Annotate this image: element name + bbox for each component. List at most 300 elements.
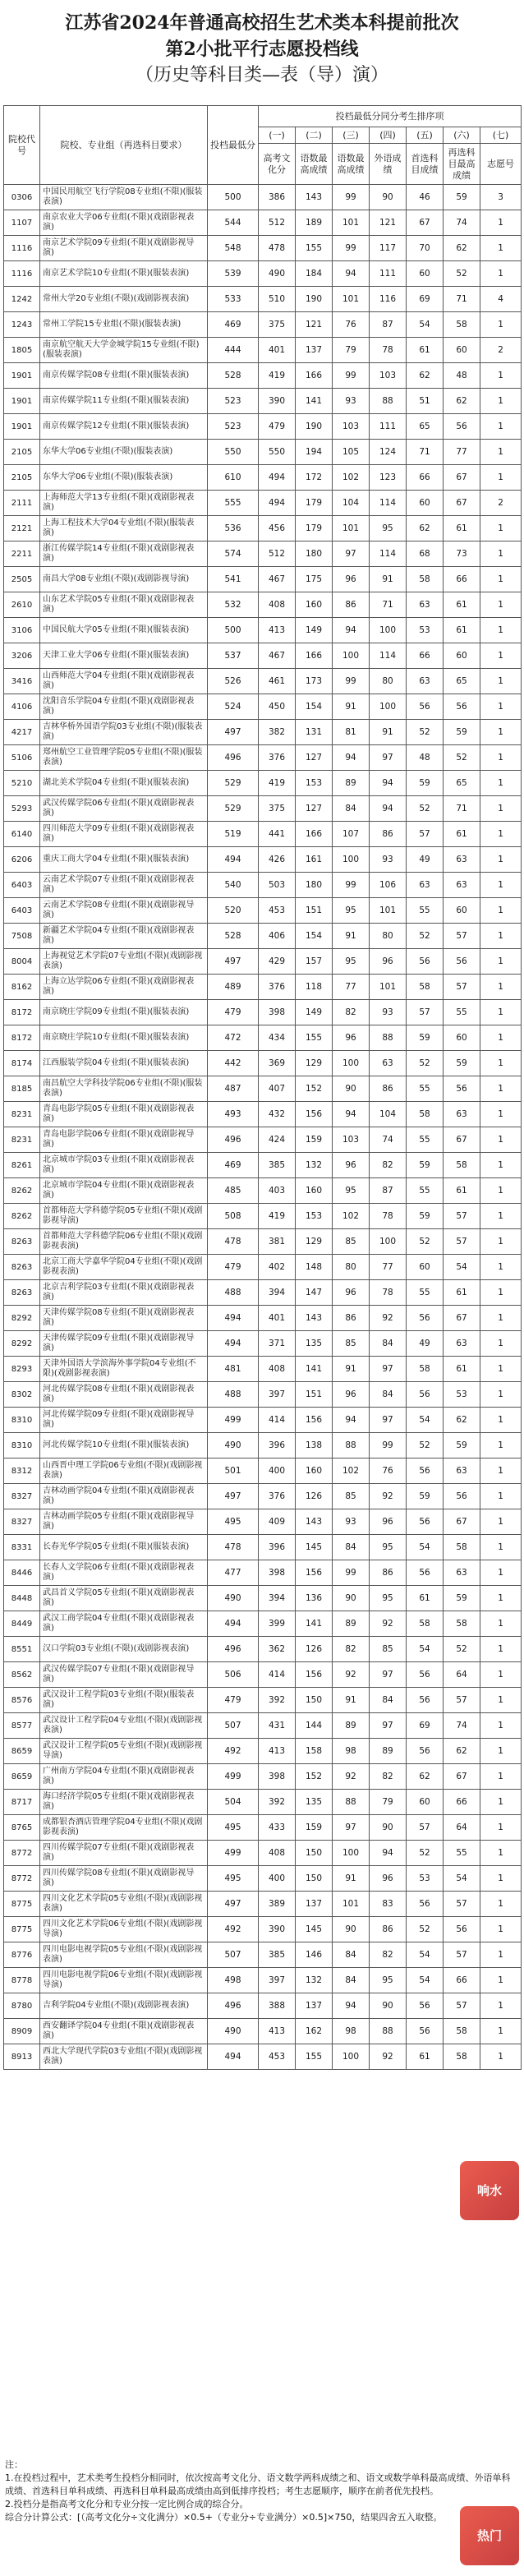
cell-cn-math-sum: 129 — [296, 1229, 333, 1255]
cell-wish-number: 1 — [480, 1306, 522, 1331]
cell-second-subject: 58 — [444, 1153, 480, 1178]
cell-second-subject: 65 — [444, 771, 480, 796]
cell-second-subject: 74 — [444, 210, 480, 236]
cell-cn-math-max: 79 — [333, 338, 370, 363]
cell-cn-math-max: 94 — [333, 261, 370, 287]
cell-foreign-lang: 74 — [370, 1127, 407, 1153]
header-major: 院校、专业组（再选科目要求） — [40, 106, 208, 185]
cell-first-subject: 58 — [407, 975, 444, 1000]
cell-foreign-lang: 94 — [370, 771, 407, 796]
cell-min-score: 496 — [208, 1127, 259, 1153]
cell-cn-math-max: 102 — [333, 1204, 370, 1229]
cell-cn-math-sum: 145 — [296, 1917, 333, 1942]
cell-second-subject: 63 — [444, 873, 480, 898]
cell-culture-score: 399 — [259, 1611, 296, 1637]
cell-second-subject: 56 — [444, 694, 480, 720]
cell-foreign-lang: 94 — [370, 1841, 407, 1866]
cell-first-subject: 52 — [407, 796, 444, 822]
cell-first-subject: 68 — [407, 541, 444, 567]
cell-first-subject: 59 — [407, 1204, 444, 1229]
cell-school-code: 7508 — [4, 924, 40, 949]
cell-wish-number: 1 — [480, 567, 522, 592]
cell-min-score: 469 — [208, 312, 259, 338]
cell-culture-score: 362 — [259, 1637, 296, 1662]
cell-school-major: 南京艺术学院09专业组(不限)(戏剧影视导演) — [40, 236, 208, 261]
cell-school-major: 天津传媒学院08专业组(不限)(戏剧影视表演) — [40, 1306, 208, 1331]
cell-wish-number: 1 — [480, 949, 522, 975]
cell-wish-number: 1 — [480, 1713, 522, 1739]
cell-school-code: 8659 — [4, 1764, 40, 1790]
table-row — [4, 720, 522, 745]
cell-school-major: 吉林动画学院05专业组(不限)(戏剧影视导演) — [40, 1509, 208, 1535]
table-row — [4, 1000, 522, 1025]
table-row — [4, 1306, 522, 1331]
cell-wish-number: 1 — [480, 975, 522, 1000]
cell-culture-score: 403 — [259, 1178, 296, 1204]
cell-cn-math-sum: 150 — [296, 1866, 333, 1892]
cell-cn-math-sum: 149 — [296, 1000, 333, 1025]
page-title: 江苏省2024年普通高校招生艺术类本科提前批次 — [65, 12, 459, 34]
cell-school-code: 1107 — [4, 210, 40, 236]
cell-min-score: 498 — [208, 1968, 259, 1993]
cell-second-subject: 57 — [444, 1204, 480, 1229]
cell-cn-math-sum: 172 — [296, 465, 333, 491]
cell-culture-score: 419 — [259, 771, 296, 796]
cell-first-subject: 54 — [407, 1968, 444, 1993]
cell-school-code: 8262 — [4, 1178, 40, 1204]
cell-min-score: 528 — [208, 363, 259, 389]
cell-cn-math-sum: 156 — [296, 1662, 333, 1688]
cell-second-subject: 58 — [444, 2019, 480, 2044]
cell-wish-number: 1 — [480, 1000, 522, 1025]
table-row — [4, 745, 522, 771]
table-row — [4, 2044, 522, 2070]
cell-first-subject: 69 — [407, 1713, 444, 1739]
header-sub-label: 外语成绩 — [370, 144, 407, 185]
cell-second-subject: 56 — [444, 1484, 480, 1509]
cell-cn-math-sum: 144 — [296, 1713, 333, 1739]
cell-wish-number: 1 — [480, 1153, 522, 1178]
cell-school-major: 云南艺术学院08专业组(不限)(戏剧影视导演) — [40, 898, 208, 924]
cell-wish-number: 1 — [480, 465, 522, 491]
cell-school-code: 8262 — [4, 1204, 40, 1229]
cell-cn-math-sum: 127 — [296, 745, 333, 771]
cell-min-score: 489 — [208, 975, 259, 1000]
cell-wish-number: 1 — [480, 236, 522, 261]
cell-first-subject: 59 — [407, 1025, 444, 1051]
cell-first-subject: 48 — [407, 745, 444, 771]
cell-second-subject: 67 — [444, 491, 480, 516]
cell-cn-math-max: 92 — [333, 1764, 370, 1790]
header-code: 院校代号 — [4, 106, 40, 185]
table-row — [4, 414, 522, 440]
cell-wish-number: 1 — [480, 2019, 522, 2044]
cell-foreign-lang: 93 — [370, 847, 407, 873]
cell-cn-math-sum: 145 — [296, 1535, 333, 1560]
cell-school-major: 南昌航空大学科技学院06专业组(不限)(服装表演) — [40, 1076, 208, 1102]
cell-cn-math-max: 97 — [333, 1815, 370, 1841]
cell-first-subject: 55 — [407, 1178, 444, 1204]
cell-wish-number: 1 — [480, 771, 522, 796]
cell-school-code: 5106 — [4, 745, 40, 771]
cell-first-subject: 61 — [407, 1586, 444, 1611]
cell-foreign-lang: 84 — [370, 1331, 407, 1357]
cell-culture-score: 390 — [259, 389, 296, 414]
cell-cn-math-sum: 160 — [296, 592, 333, 618]
cell-culture-score: 401 — [259, 1306, 296, 1331]
cell-wish-number: 1 — [480, 1535, 522, 1560]
cell-culture-score: 408 — [259, 1357, 296, 1382]
cell-second-subject: 59 — [444, 185, 480, 210]
cell-cn-math-max: 104 — [333, 491, 370, 516]
cell-first-subject: 52 — [407, 1229, 444, 1255]
cell-min-score: 442 — [208, 1051, 259, 1076]
cell-min-score: 472 — [208, 1025, 259, 1051]
cell-second-subject: 59 — [444, 1586, 480, 1611]
cell-cn-math-sum: 189 — [296, 210, 333, 236]
table-row — [4, 1280, 522, 1306]
cell-school-code: 8576 — [4, 1688, 40, 1713]
cell-culture-score: 375 — [259, 312, 296, 338]
cell-foreign-lang: 100 — [370, 618, 407, 643]
cell-min-score: 526 — [208, 669, 259, 694]
cell-first-subject: 52 — [407, 1051, 444, 1076]
cell-wish-number: 1 — [480, 1637, 522, 1662]
cell-school-major: 浙江传媒学院14专业组(不限)(戏剧影视表演) — [40, 541, 208, 567]
cell-foreign-lang: 96 — [370, 1509, 407, 1535]
cell-min-score: 529 — [208, 771, 259, 796]
cell-cn-math-max: 103 — [333, 1127, 370, 1153]
cell-cn-math-sum: 141 — [296, 1357, 333, 1382]
cell-school-major: 天津工业大学06专业组(不限)(服装表演) — [40, 643, 208, 669]
cell-school-major: 成都银杏酒店管理学院04专业组(不限)(戏剧影视表演) — [40, 1815, 208, 1841]
cell-foreign-lang: 82 — [370, 1764, 407, 1790]
cell-school-code: 8577 — [4, 1713, 40, 1739]
cell-school-major: 吉林动画学院04专业组(不限)(戏剧影视表演) — [40, 1484, 208, 1509]
cell-wish-number: 1 — [480, 261, 522, 287]
cell-min-score: 495 — [208, 1815, 259, 1841]
cell-school-major: 上海师范大学13专业组(不限)(戏剧影视表演) — [40, 491, 208, 516]
cell-school-code: 8772 — [4, 1841, 40, 1866]
cell-school-major: 河北传媒学院10专业组(不限)(服装表演) — [40, 1433, 208, 1459]
cell-second-subject: 66 — [444, 567, 480, 592]
cell-foreign-lang: 86 — [370, 1917, 407, 1942]
table-row — [4, 1357, 522, 1382]
cell-min-score: 494 — [208, 1611, 259, 1637]
cell-foreign-lang: 82 — [370, 1153, 407, 1178]
cell-cn-math-max: 89 — [333, 1713, 370, 1739]
cell-cn-math-max: 85 — [333, 1484, 370, 1509]
cell-school-code: 2211 — [4, 541, 40, 567]
cell-foreign-lang: 78 — [370, 1280, 407, 1306]
cell-school-major: 沈阳音乐学院04专业组(不限)(戏剧影视表演) — [40, 694, 208, 720]
cell-cn-math-sum: 150 — [296, 1688, 333, 1713]
cell-wish-number: 1 — [480, 312, 522, 338]
cell-second-subject: 64 — [444, 1662, 480, 1688]
cell-cn-math-sum: 136 — [296, 1586, 333, 1611]
cell-culture-score: 467 — [259, 643, 296, 669]
cell-first-subject: 49 — [407, 1331, 444, 1357]
cell-cn-math-max: 102 — [333, 465, 370, 491]
cell-school-code: 8780 — [4, 1993, 40, 2019]
cell-second-subject: 63 — [444, 1331, 480, 1357]
cell-school-major: 山西晋中理工学院06专业组(不限)(戏剧影视表演) — [40, 1459, 208, 1484]
cell-culture-score: 494 — [259, 491, 296, 516]
cell-min-score: 532 — [208, 592, 259, 618]
table-row — [4, 1382, 522, 1408]
cell-culture-score: 386 — [259, 185, 296, 210]
cell-school-major: 上海立达学院06专业组(不限)(戏剧影视表演) — [40, 975, 208, 1000]
cell-culture-score: 413 — [259, 1739, 296, 1764]
cell-cn-math-max: 85 — [333, 1229, 370, 1255]
cell-cn-math-sum: 147 — [296, 1280, 333, 1306]
cell-culture-score: 432 — [259, 1102, 296, 1127]
cell-school-major: 武汉传媒学院07专业组(不限)(戏剧影视导演) — [40, 1662, 208, 1688]
table-row — [4, 1790, 522, 1815]
cell-wish-number: 1 — [480, 1408, 522, 1433]
cell-school-major: 武汉设计工程学院05专业组(不限)(戏剧影视导演) — [40, 1739, 208, 1764]
cell-foreign-lang: 88 — [370, 389, 407, 414]
cell-culture-score: 550 — [259, 440, 296, 465]
cell-min-score: 506 — [208, 1662, 259, 1688]
cell-school-code: 2610 — [4, 592, 40, 618]
cell-cn-math-sum: 153 — [296, 771, 333, 796]
cell-cn-math-sum: 166 — [296, 643, 333, 669]
cell-foreign-lang: 123 — [370, 465, 407, 491]
cell-cn-math-max: 95 — [333, 1178, 370, 1204]
table-row — [4, 516, 522, 541]
cell-min-score: 469 — [208, 1153, 259, 1178]
cell-cn-math-max: 101 — [333, 287, 370, 312]
cell-wish-number: 1 — [480, 1459, 522, 1484]
cell-school-major: 西北大学现代学院03专业组(不限)(戏剧影视表演) — [40, 2044, 208, 2070]
table-row — [4, 236, 522, 261]
cell-wish-number: 1 — [480, 516, 522, 541]
cell-school-major: 四川师范大学09专业组(不限)(戏剧影视表演) — [40, 822, 208, 847]
header-sub-label: 高考文化分 — [259, 144, 296, 185]
cell-cn-math-sum: 180 — [296, 873, 333, 898]
header-sub-label: 首选科目成绩 — [407, 144, 444, 185]
cell-wish-number: 1 — [480, 1739, 522, 1764]
cell-culture-score: 453 — [259, 898, 296, 924]
cell-school-code: 3106 — [4, 618, 40, 643]
table-row — [4, 1866, 522, 1892]
cell-wish-number: 1 — [480, 847, 522, 873]
cell-cn-math-sum: 129 — [296, 1051, 333, 1076]
cell-culture-score: 398 — [259, 1764, 296, 1790]
cell-school-code: 1242 — [4, 287, 40, 312]
table-row — [4, 618, 522, 643]
cell-school-code: 8231 — [4, 1102, 40, 1127]
table-row — [4, 1688, 522, 1713]
cell-wish-number: 1 — [480, 1790, 522, 1815]
cell-first-subject: 56 — [407, 1560, 444, 1586]
cell-school-code: 1901 — [4, 389, 40, 414]
cell-first-subject: 58 — [407, 567, 444, 592]
cell-second-subject: 61 — [444, 592, 480, 618]
note-3: 综合分计算公式：[（高考文化分÷文化满分）×0.5+（专业分÷专业满分）×0.5]×750，结果四舍五入取整。 — [5, 2512, 443, 2523]
cell-wish-number: 1 — [480, 363, 522, 389]
watermark-logo-bottom — [460, 2506, 519, 2565]
cell-school-major: 南京艺术学院10专业组(不限)(服装表演) — [40, 261, 208, 287]
table-row — [4, 1509, 522, 1535]
table-row — [4, 1917, 522, 1942]
cell-cn-math-max: 94 — [333, 1102, 370, 1127]
cell-wish-number: 1 — [480, 669, 522, 694]
cell-second-subject: 74 — [444, 1713, 480, 1739]
cell-second-subject: 77 — [444, 440, 480, 465]
header-sub-num: (五) — [407, 127, 444, 144]
cell-cn-math-sum: 184 — [296, 261, 333, 287]
cell-second-subject: 56 — [444, 1076, 480, 1102]
cell-second-subject: 67 — [444, 1764, 480, 1790]
cell-wish-number: 1 — [480, 210, 522, 236]
header-sub-label: 再选科目最高成绩 — [444, 144, 480, 185]
cell-school-major: 湖北美术学院04专业组(不限)(服装表演) — [40, 771, 208, 796]
table-row — [4, 1076, 522, 1102]
cell-school-major: 江西服装学院04专业组(不限)(服装表演) — [40, 1051, 208, 1076]
cell-school-major: 南京航空航天大学金城学院15专业组(不限)(服装表演) — [40, 338, 208, 363]
cell-culture-score: 409 — [259, 1509, 296, 1535]
cell-foreign-lang: 92 — [370, 1611, 407, 1637]
table-row — [4, 541, 522, 567]
cell-first-subject: 60 — [407, 1255, 444, 1280]
cell-min-score: 524 — [208, 694, 259, 720]
watermark-logo — [460, 2161, 519, 2220]
cell-first-subject: 60 — [407, 491, 444, 516]
cell-foreign-lang: 100 — [370, 1229, 407, 1255]
cell-school-code: 8293 — [4, 1357, 40, 1382]
cell-cn-math-sum: 143 — [296, 185, 333, 210]
cell-culture-score: 394 — [259, 1280, 296, 1306]
cell-second-subject: 60 — [444, 643, 480, 669]
cell-min-score: 501 — [208, 1459, 259, 1484]
cell-school-code: 5210 — [4, 771, 40, 796]
cell-cn-math-sum: 132 — [296, 1153, 333, 1178]
cell-school-code: 8327 — [4, 1509, 40, 1535]
cell-wish-number: 1 — [480, 618, 522, 643]
cell-cn-math-sum: 179 — [296, 516, 333, 541]
cell-foreign-lang: 101 — [370, 975, 407, 1000]
cell-culture-score: 426 — [259, 847, 296, 873]
cell-wish-number: 1 — [480, 1229, 522, 1255]
cell-school-code: 1901 — [4, 414, 40, 440]
cell-min-score: 536 — [208, 516, 259, 541]
cell-foreign-lang: 93 — [370, 1000, 407, 1025]
cell-wish-number: 1 — [480, 1255, 522, 1280]
cell-culture-score: 382 — [259, 720, 296, 745]
table-row — [4, 643, 522, 669]
table-row — [4, 847, 522, 873]
cell-cn-math-sum: 151 — [296, 898, 333, 924]
cell-school-major: 西安翻译学院04专业组(不限)(戏剧影视表演) — [40, 2019, 208, 2044]
table-row — [4, 261, 522, 287]
cell-foreign-lang: 88 — [370, 1025, 407, 1051]
cell-wish-number: 1 — [480, 1892, 522, 1917]
cell-culture-score: 490 — [259, 261, 296, 287]
cell-school-code: 8292 — [4, 1331, 40, 1357]
cell-cn-math-max: 94 — [333, 745, 370, 771]
table-row — [4, 796, 522, 822]
cell-wish-number: 2 — [480, 338, 522, 363]
cell-second-subject: 58 — [444, 1611, 480, 1637]
cell-cn-math-max: 100 — [333, 2044, 370, 2070]
cell-culture-score: 429 — [259, 949, 296, 975]
cell-min-score: 494 — [208, 1306, 259, 1331]
cell-min-score: 496 — [208, 1637, 259, 1662]
cell-second-subject: 52 — [444, 1637, 480, 1662]
cell-second-subject: 62 — [444, 1739, 480, 1764]
cell-foreign-lang: 111 — [370, 414, 407, 440]
cell-wish-number: 1 — [480, 1076, 522, 1102]
cell-first-subject: 66 — [407, 465, 444, 491]
cell-cn-math-sum: 166 — [296, 822, 333, 847]
cell-culture-score: 381 — [259, 1229, 296, 1255]
cell-school-code: 4106 — [4, 694, 40, 720]
cell-school-code: 8331 — [4, 1535, 40, 1560]
cell-school-code: 8172 — [4, 1025, 40, 1051]
cell-cn-math-max: 98 — [333, 1739, 370, 1764]
cell-min-score: 541 — [208, 567, 259, 592]
cell-culture-score: 402 — [259, 1255, 296, 1280]
cell-school-code: 8310 — [4, 1408, 40, 1433]
table-row — [4, 1815, 522, 1841]
watermark-text: 响水 — [476, 2183, 502, 2198]
cell-school-code: 3416 — [4, 669, 40, 694]
cell-second-subject: 62 — [444, 1408, 480, 1433]
cell-cn-math-sum: 155 — [296, 1025, 333, 1051]
cell-second-subject: 58 — [444, 312, 480, 338]
cell-first-subject: 56 — [407, 949, 444, 975]
cell-culture-score: 510 — [259, 287, 296, 312]
cell-second-subject: 61 — [444, 1280, 480, 1306]
cell-cn-math-max: 96 — [333, 1280, 370, 1306]
cell-culture-score: 376 — [259, 1484, 296, 1509]
footnotes — [5, 2458, 519, 2524]
cell-first-subject: 56 — [407, 1306, 444, 1331]
cell-cn-math-max: 91 — [333, 1866, 370, 1892]
header-sub-num: (七) — [480, 127, 522, 144]
cell-min-score: 529 — [208, 796, 259, 822]
cell-first-subject: 53 — [407, 1866, 444, 1892]
cell-first-subject: 58 — [407, 1611, 444, 1637]
cell-cn-math-max: 93 — [333, 1509, 370, 1535]
cell-culture-score: 407 — [259, 1076, 296, 1102]
cell-first-subject: 53 — [407, 618, 444, 643]
cell-cn-math-sum: 159 — [296, 1127, 333, 1153]
cell-school-major: 中国民航大学05专业组(不限)(服装表演) — [40, 618, 208, 643]
table-row — [4, 363, 522, 389]
cell-min-score: 487 — [208, 1076, 259, 1102]
cell-wish-number: 1 — [480, 1204, 522, 1229]
table-row — [4, 949, 522, 975]
cell-second-subject: 57 — [444, 1229, 480, 1255]
cell-wish-number: 2 — [480, 491, 522, 516]
cell-cn-math-max: 88 — [333, 1433, 370, 1459]
cell-second-subject: 67 — [444, 1509, 480, 1535]
cell-min-score: 488 — [208, 1382, 259, 1408]
cell-foreign-lang: 95 — [370, 516, 407, 541]
cell-min-score: 494 — [208, 2044, 259, 2070]
cell-culture-score: 388 — [259, 1993, 296, 2019]
cell-min-score: 537 — [208, 643, 259, 669]
cell-foreign-lang: 80 — [370, 669, 407, 694]
cell-first-subject: 71 — [407, 440, 444, 465]
cell-culture-score: 400 — [259, 1866, 296, 1892]
cell-foreign-lang: 95 — [370, 1535, 407, 1560]
cell-school-code: 8551 — [4, 1637, 40, 1662]
cell-cn-math-max: 88 — [333, 1790, 370, 1815]
